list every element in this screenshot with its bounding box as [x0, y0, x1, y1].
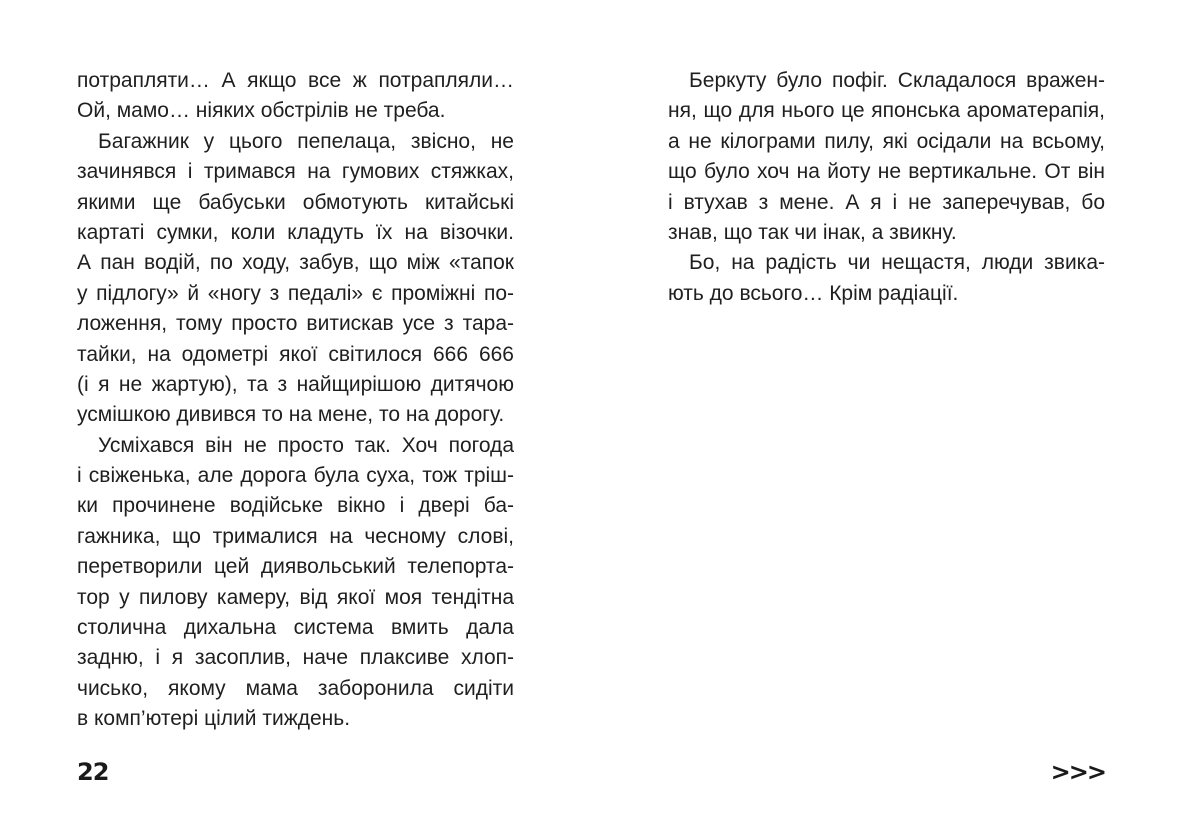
text-line: чисько, якому мама заборонила сидіти: [77, 676, 514, 700]
text-line: ложення, тому просто витискав усе з тара-: [77, 312, 514, 336]
text-line: Багажник у цього пепелаца, звісно, не: [98, 129, 514, 153]
text-line: Усміхався він не просто так. Хоч погода: [98, 433, 514, 457]
text-line: тайки, на одометрі якої світилося 666 666: [77, 342, 514, 366]
text-line: у підлогу» й «ногу з педалі» є проміжні по-: [77, 281, 514, 305]
text-line: ня, що для нього це японська ароматерапія,: [668, 99, 1105, 123]
text-line: що було хоч на йоту не вертикальне. От він: [668, 160, 1105, 184]
text-line: перетворили цей диявольський телепорта-: [77, 555, 514, 579]
text-line: усмішкою дивився то на мене, то на дорогу.: [77, 403, 505, 427]
text-line: ки прочинене водійське вікно і двері ба-: [77, 494, 514, 518]
text-line: і втухав з мене. А я і не заперечував, бо: [668, 190, 1105, 214]
right-text-column: [668, 66, 1105, 309]
text-line: А пан водій, по ходу, забув, що між «тапок: [77, 251, 514, 275]
text-line: задню, і я засоплив, наче плаксиве хлоп-: [77, 646, 514, 670]
next-page-marker: >>>: [1050, 758, 1105, 786]
page-number: 22: [77, 758, 109, 786]
text-line: і свіженька, але дорога була суха, тож трiш-: [77, 464, 514, 488]
text-line: столична дихальна система вмить дала: [77, 616, 514, 640]
left-text-column: [77, 66, 514, 735]
text-line: потрапляти… А якщо все ж потрапляли…: [77, 69, 514, 92]
text-line: Ой, мамо… ніяких обстрілів не треба.: [77, 99, 446, 123]
text-line: Беркуту було пофіг. Складалося вражен-: [689, 69, 1105, 92]
text-line: гажника, що трималися на чесному слові,: [77, 524, 514, 548]
text-line: Бо, на радість чи нещастя, люди звика-: [689, 251, 1105, 275]
text-line: (і я не жартую), та з найщирішою дитячою: [77, 372, 514, 396]
text-line: знав, що так чи інак, а звикну.: [668, 220, 957, 244]
text-line: а не кілограми пилу, які осідали на всьому,: [668, 129, 1105, 153]
text-line: в комп’ютері цілий тиждень.: [77, 707, 351, 731]
text-line: картаті сумки, коли кладуть їх на візочки.: [77, 220, 514, 244]
text-line: ють до всього… Крім радіації.: [668, 281, 959, 305]
text-line: зачинявся і тримався на гумових стяжках,: [77, 160, 514, 184]
text-line: тор у пилову камеру, від якої моя тендітна: [77, 585, 514, 609]
text-line: якими ще бабуськи обмотують китайські: [77, 190, 514, 214]
